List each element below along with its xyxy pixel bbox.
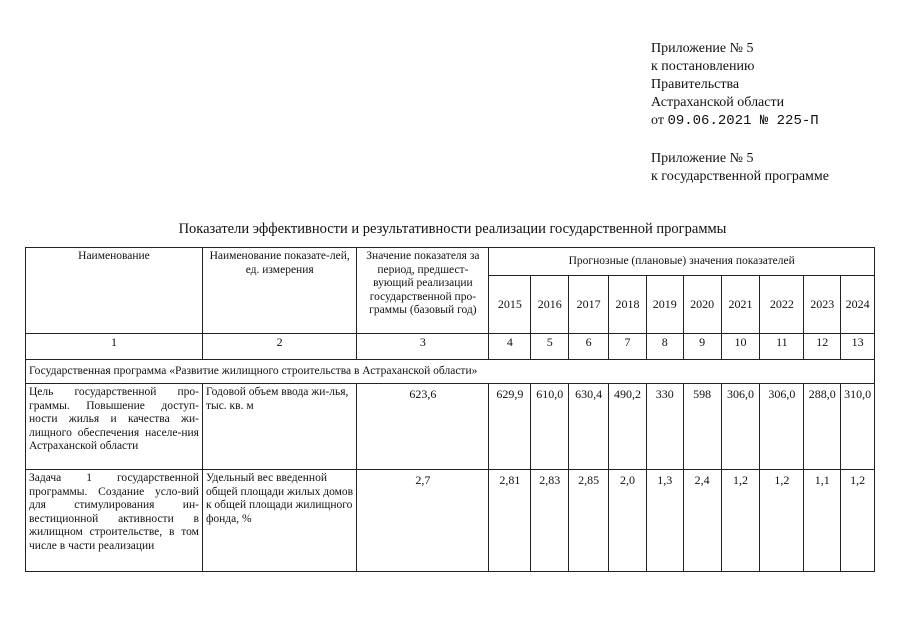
row-value: 330 (646, 384, 683, 470)
row-name: Цель государственной про-граммы. Повышение доступ-ности жилья и качества жи-лищного обеспечения населе-ния Астраханской области (26, 384, 203, 470)
year-header: 2015 (489, 276, 531, 334)
program-row: Государственная программа «Развитие жилищного строительства в Астраханской области» (26, 360, 875, 384)
table-row (26, 470, 875, 572)
row-value: 306,0 (721, 384, 760, 470)
header-line: к государственной программе (651, 169, 829, 184)
year-header: 2021 (721, 276, 760, 334)
header-base-value: Значение показателя за период, предшест-вующий реализации государственной про-граммы (базовый год) (357, 248, 489, 334)
column-index: 7 (609, 334, 647, 360)
column-index: 13 (841, 334, 875, 360)
year-header: 2016 (531, 276, 569, 334)
row-value: 2,85 (569, 470, 609, 572)
row-name: Задача 1 государственной программы. Создание усло-вий для стимулирования ин-вестиционной активности в жилищном строительстве, в том числе в части реализации (26, 470, 203, 572)
row-value: 630,4 (569, 384, 609, 470)
column-index: 4 (489, 334, 531, 360)
row-value: 310,0 (841, 384, 875, 470)
year-header: 2019 (646, 276, 683, 334)
row-value: 1,2 (760, 470, 804, 572)
date-stamp: 09.06.2021 № 225-П (667, 113, 819, 129)
row-indicator: Удельный вес введенной общей площади жилых домов к общей площади жилищного фонда, % (202, 470, 356, 572)
row-value: 610,0 (531, 384, 569, 470)
header-line: Правительства (651, 77, 740, 92)
column-index: 2 (202, 334, 356, 360)
row-value: 2,83 (531, 470, 569, 572)
row-base-value: 623,6 (357, 384, 489, 470)
year-header: 2018 (609, 276, 647, 334)
column-index: 11 (760, 334, 804, 360)
row-value: 1,2 (841, 470, 875, 572)
column-index: 10 (721, 334, 760, 360)
row-value: 2,0 (609, 470, 647, 572)
row-value: 598 (683, 384, 721, 470)
column-index: 9 (683, 334, 721, 360)
row-value: 490,2 (609, 384, 647, 470)
header-date-line (651, 112, 819, 130)
column-index: 3 (357, 334, 489, 360)
year-header: 2020 (683, 276, 721, 334)
year-header: 2022 (760, 276, 804, 334)
indicators-table (25, 247, 875, 572)
column-index: 1 (26, 334, 203, 360)
row-value: 2,81 (489, 470, 531, 572)
column-index: 8 (646, 334, 683, 360)
row-value: 1,3 (646, 470, 683, 572)
row-value: 1,2 (721, 470, 760, 572)
year-header: 2017 (569, 276, 609, 334)
header-line: к постановлению (651, 59, 755, 74)
row-value: 1,1 (804, 470, 841, 572)
year-header: 2023 (804, 276, 841, 334)
program-header (651, 150, 829, 186)
year-header: 2024 (841, 276, 875, 334)
document-header (651, 40, 819, 130)
document-title: Показатели эффективности и результативности реализации государственной программы (178, 221, 727, 237)
column-index: 12 (804, 334, 841, 360)
header-name: Наименование (26, 248, 203, 334)
header-forecast: Прогнозные (плановые) значения показателей (489, 248, 875, 276)
header-line: Астраханской области (651, 95, 785, 110)
column-index: 6 (569, 334, 609, 360)
header-line: Приложение № 5 (651, 151, 754, 166)
table-row (26, 384, 875, 470)
header-line: Приложение № 5 (651, 41, 754, 56)
header-indicator: Наименование показате-лей, ед. измерения (202, 248, 356, 334)
row-indicator: Годовой объем ввода жи-лья, тыс. кв. м (202, 384, 356, 470)
row-base-value: 2,7 (357, 470, 489, 572)
row-value: 306,0 (760, 384, 804, 470)
row-value: 288,0 (804, 384, 841, 470)
column-index: 5 (531, 334, 569, 360)
row-value: 629,9 (489, 384, 531, 470)
date-prefix: от (651, 113, 664, 128)
row-value: 2,4 (683, 470, 721, 572)
